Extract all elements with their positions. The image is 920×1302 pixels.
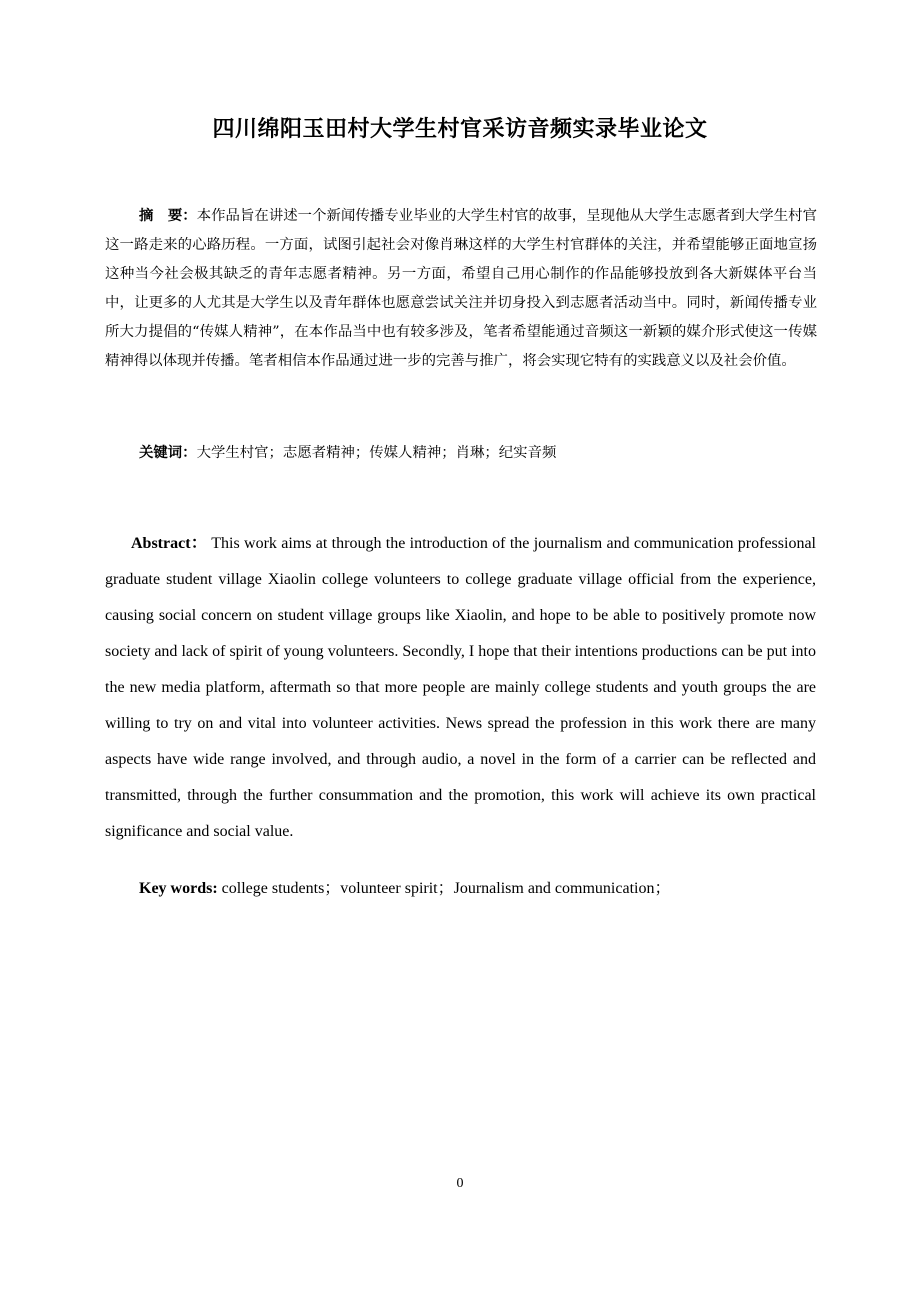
english-abstract bbox=[105, 526, 816, 850]
page-title: 四川绵阳玉田村大学生村官采访音频实录毕业论文 bbox=[212, 117, 708, 142]
english-abstract-label: Abstract： bbox=[131, 535, 208, 552]
english-abstract-text: This work aims at through the introduction of the journalism and communication professional graduate student village Xiaolin college volunteers to college graduate village official from the experience, causing social concern on student village groups like Xiaolin, and hope to be able to positively promote now society and lack of spirit of young volunteers. Secondly, I hope that their intentions productions can be put into the new media platform, aftermath so that more people are mainly college students and youth groups the are willing to try on and vital into volunteer activities. News spread the profession in this work there are many aspects have wide range involved, and through audio, a novel in the form of a carrier can be reflected and transmitted, through the further consummation and the promotion, this work will achieve its own practical significance and social value. bbox=[105, 535, 816, 840]
chinese-abstract-label: 摘 要： bbox=[139, 208, 197, 224]
english-keywords bbox=[139, 874, 819, 904]
chinese-abstract-text: 本作品旨在讲述一个新闻传播专业毕业的大学生村官的故事，呈现他从大学生志愿者到大学生村官这一路走来的心路历程。一方面，试图引起社会对像肖琳这样的大学生村官群体的关注，并希望能够正面地宣扬这种当今社会极其缺乏的青年志愿者精神。另一方面，希望自己用心制作的作品能够投放到各大新媒体平台当中，让更多的人尤其是大学生以及青年群体也愿意尝试关注并切身投入到志愿者活动当中。同时，新闻传播专业所大力提倡的“传媒人精神”，在本作品当中也有较多涉及，笔者希望能通过音频这一新颖的媒介形式使这一传媒精神得以体现并传播。笔者相信本作品通过进一步的完善与推广，将会实现它特有的实践意义以及社会价值。 bbox=[105, 208, 817, 369]
chinese-keywords bbox=[139, 439, 819, 468]
english-keywords-label: Key words: bbox=[139, 880, 218, 897]
english-keywords-text: college students；volunteer spirit；Journalism and communication； bbox=[217, 880, 671, 897]
chinese-keywords-text: 大学生村官；志愿者精神；传媒人精神；肖琳；纪实音频 bbox=[196, 445, 557, 461]
chinese-abstract bbox=[105, 202, 817, 376]
page-number: 0 bbox=[456, 1176, 464, 1191]
chinese-keywords-label: 关键词： bbox=[139, 445, 197, 461]
